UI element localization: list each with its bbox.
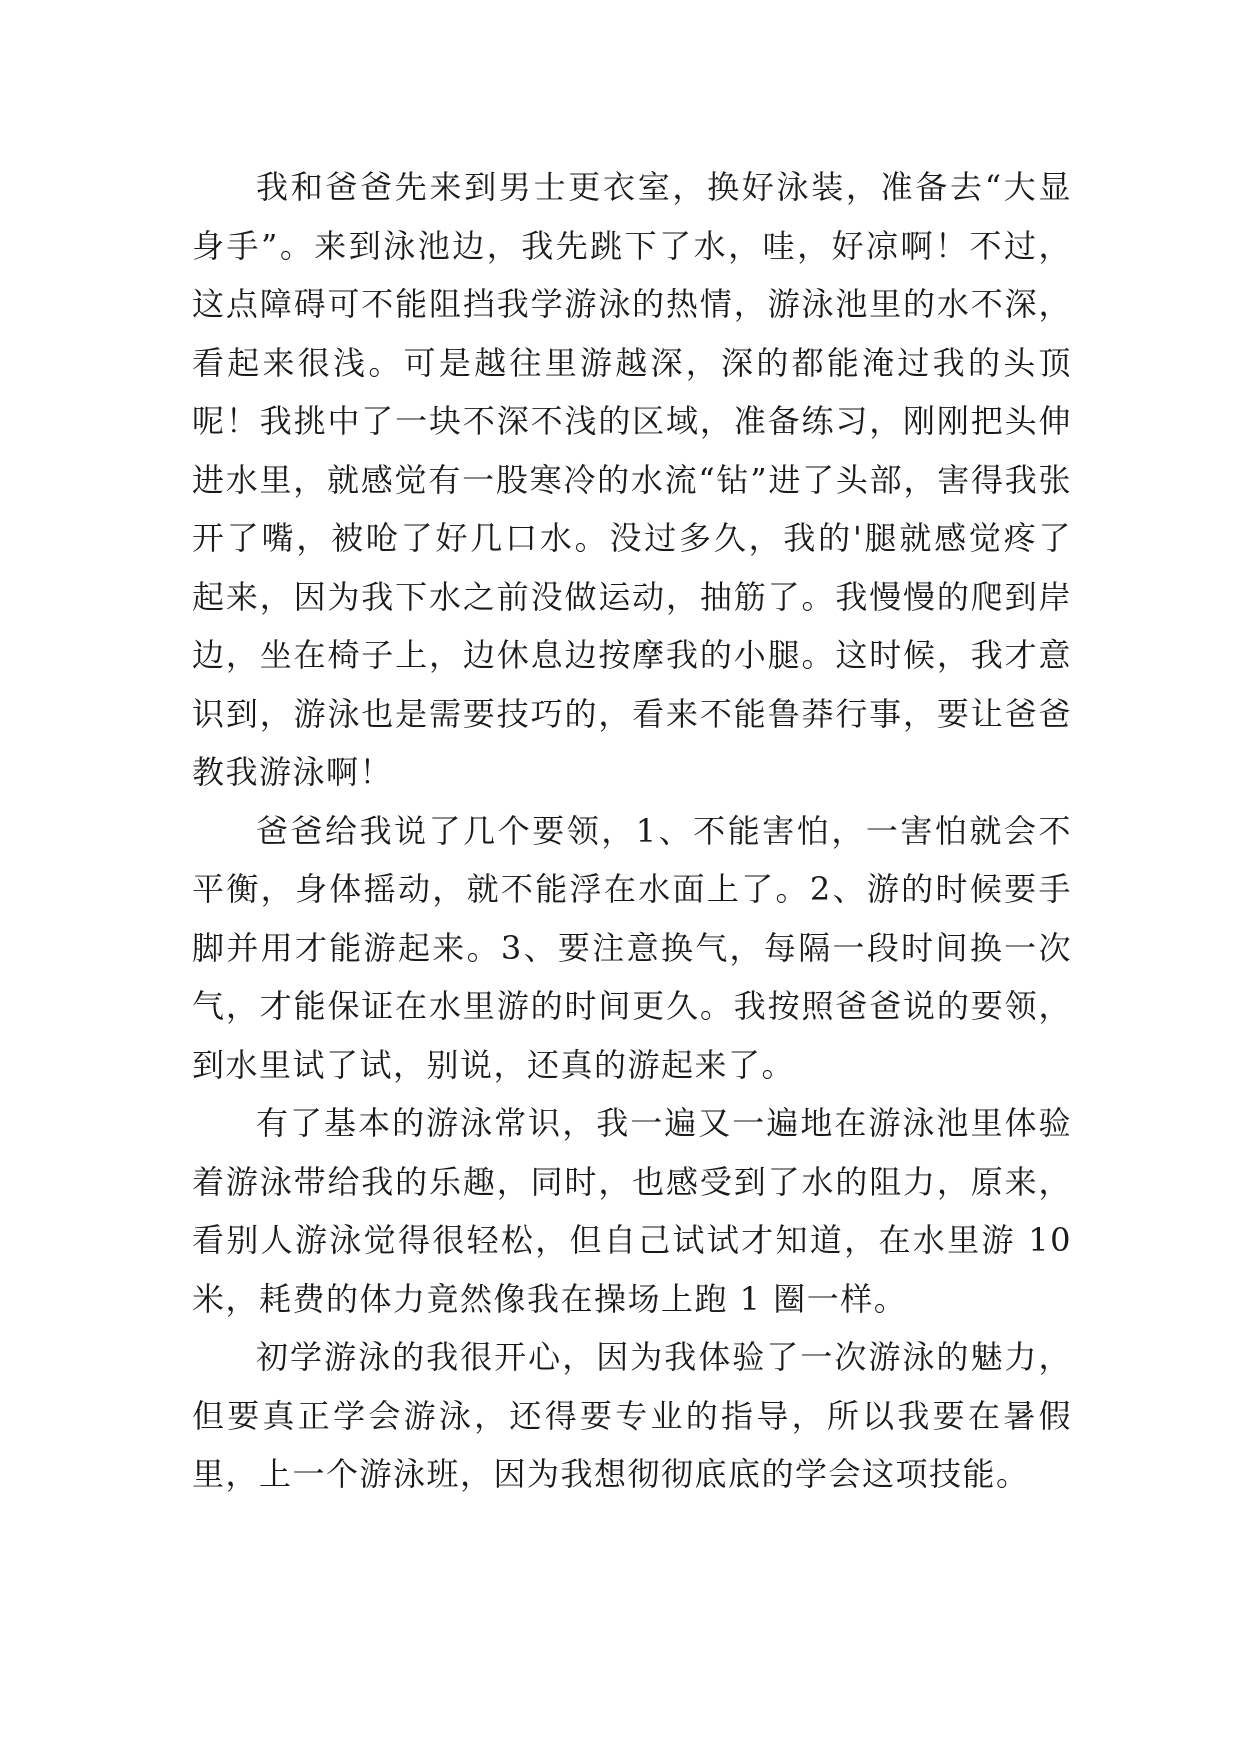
paragraph-2: 爸爸给我说了几个要领，1、不能害怕，一害怕就会不平衡，身体摇动，就不能浮在水面上了。2、游的时候要手脚并用才能游起来。3、要注意换气，每隔一段时间换一次气，才能保证在水里游的时间更久。我按照爸爸说的要领，到水里试了试，别说，还真的游起来了。	[192, 811, 1072, 1084]
paragraph-1: 我和爸爸先来到男士更衣室，换好泳装，准备去“大显身手”。来到泳池边，我先跳下了水，哇，好凉啊！不过，这点障碍可不能阻挡我学游泳的热情，游泳池里的水不深，看起来很浅。可是越往里游越深，深的都能淹过我的头顶呢！我挑中了一块不深不浅的区域，准备练习，刚刚把头伸进水里，就感觉有一股寒冷的水流“钻”进了头部，害得我张开了嘴，被呛了好几口水。没过多久，我的'腿就感觉疼了起来，因为我下水之前没做运动，抽筋了。我慢慢的爬到岸边，坐在椅子上，边休息边按摩我的小腿。这时候，我才意识到，游泳也是需要技巧的，看来不能鲁莽行事，要让爸爸教我游泳啊！	[192, 168, 1072, 791]
document-body	[192, 158, 1072, 1504]
paragraph-3: 有了基本的游泳常识，我一遍又一遍地在游泳池里体验着游泳带给我的乐趣，同时，也感受到了水的阻力，原来，看别人游泳觉得很轻松，但自己试试才知道，在水里游 10 米，耗费的体力竟然像我在操场上跑 1 圈一样。	[192, 1104, 1072, 1318]
paragraph-4: 初学游泳的我很开心，因为我体验了一次游泳的魅力，但要真正学会游泳，还得要专业的指导，所以我要在暑假里，上一个游泳班，因为我想彻彻底底的学会这项技能。	[192, 1338, 1072, 1493]
